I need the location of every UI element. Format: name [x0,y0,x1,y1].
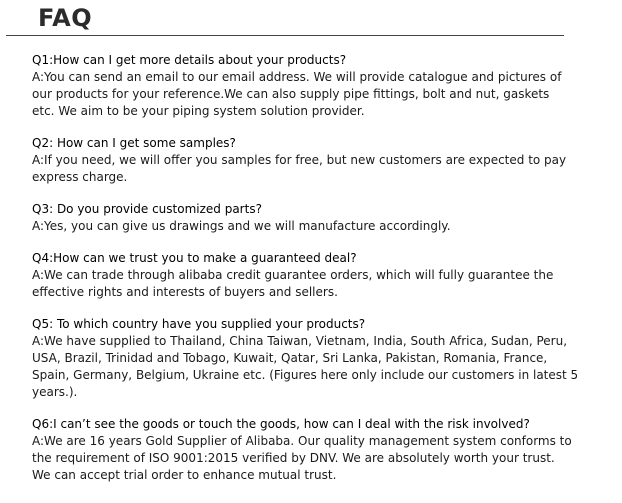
faq-answer-line: We can accept trial order to enhance mutual trust. [32,468,337,482]
faq-answer-line: effective rights and interests of buyers and sellers. [32,285,338,299]
faq-answer-line: our products for your reference.We can also supply pipe fittings, bolt and nut, gaskets [32,87,550,101]
faq-answer-line: express charge. [32,170,128,184]
faq-question: Q3: Do you provide customized parts? [32,202,262,216]
faq-answer-line: etc. We aim to be your piping system solution provider. [32,104,365,118]
faq-answer-line: the requirement of ISO 9001:2015 verified by DNV. We are absolutely worth your trust. [32,451,555,465]
faq-item-6 [32,416,592,484]
faq-answer-line: Spain, Germany, Belgium, Ukraine etc. (Figures here only include our customers in latest 5 [32,368,579,382]
faq-question: Q1:How can I get more details about your products? [32,53,347,67]
faq-item-2 [32,135,592,186]
faq-answer-line: A:Yes, you can give us drawings and we will manufacture accordingly. [32,219,451,233]
faq-answer-line: A:We are 16 years Gold Supplier of Alibaba. Our quality management system conforms to [32,434,572,448]
faq-question: Q5: To which country have you supplied your products? [32,317,366,331]
faq-item-4 [32,250,592,301]
faq-item-1 [32,52,592,120]
faq-item-5 [32,316,592,401]
title-divider [6,35,564,36]
faq-answer-line: A:We can trade through alibaba credit guarantee orders, which will fully guarantee the [32,268,554,282]
faq-question: Q2: How can I get some samples? [32,136,236,150]
faq-answer-line: A:You can send an email to our email address. We will provide catalogue and pictures of [32,70,562,84]
faq-answer-line: A:We have supplied to Thailand, China Taiwan, Vietnam, India, South Africa, Sudan, Peru, [32,334,568,348]
faq-question: Q4:How can we trust you to make a guaranteed deal? [32,251,357,265]
faq-answer-line: A:If you need, we will offer you samples for free, but new customers are expected to pay [32,153,567,167]
faq-item-3 [32,201,592,235]
faq-answer-line: years.). [32,385,78,399]
faq-question: Q6:I can’t see the goods or touch the goods, how can I deal with the risk involved? [32,417,530,431]
page-title: FAQ [38,4,93,32]
faq-list [32,52,592,499]
faq-answer-line: USA, Brazil, Trinidad and Tobago, Kuwait, Qatar, Sri Lanka, Pakistan, Romania, France, [32,351,548,365]
